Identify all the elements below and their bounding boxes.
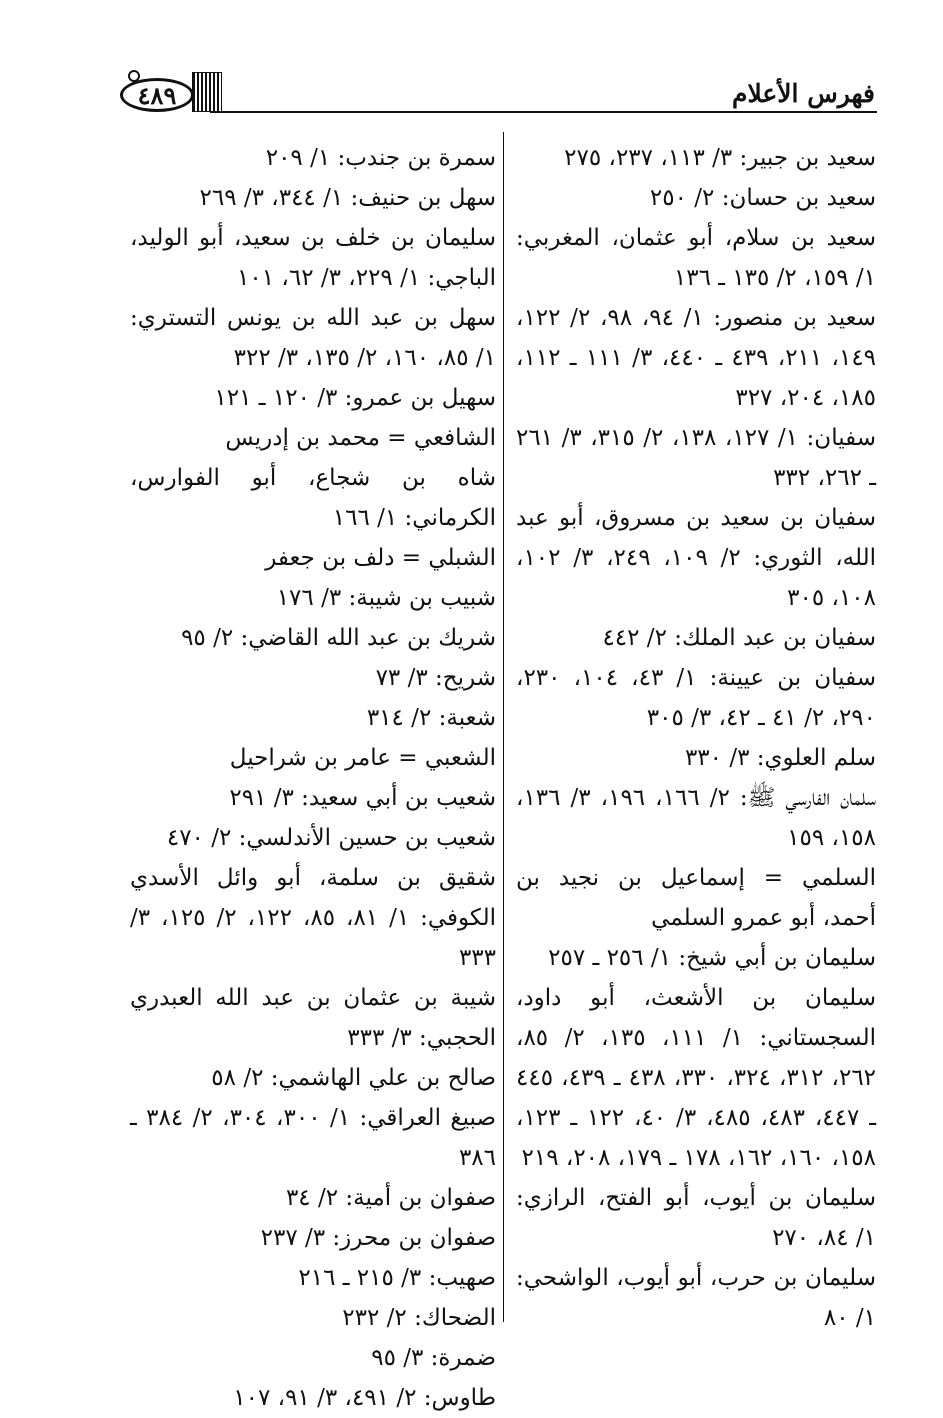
index-entry: سعيد بن سلام، أبو عثمان، المغربي: ١/ ١٥٩، ٢/ ١٣٥ ـ ١٣٦ bbox=[516, 225, 876, 291]
index-entry: الشافعي = محمد بن إدريس bbox=[225, 425, 496, 451]
index-entry: سهيل بن عمرو: ٣/ ١٢٠ ـ ١٢١ bbox=[214, 385, 496, 411]
column-divider bbox=[503, 132, 504, 1322]
index-entry: شيبة بن عثمان بن عبد الله العبدري الحجبي: ٣/ ٣٣٣ bbox=[130, 985, 496, 1051]
index-entry: سعيد بن منصور: ١/ ٩٤، ٩٨، ٢/ ١٢٢، ١٤٩، ٢١١، ٤٣٩ ـ ٤٤٠، ٣/ ١١١ ـ ١١٢، ١٨٥، ٢٠٤، ٣٢٧ bbox=[516, 305, 877, 411]
index-entry: شبيب بن شيبة: ٣/ ١٧٦ bbox=[276, 585, 496, 611]
index-entry: شعيب بن أبي سعيد: ٣/ ٢٩١ bbox=[229, 785, 496, 811]
index-entry: سمرة بن جندب: ١/ ٢٠٩ bbox=[265, 145, 496, 171]
index-entry: سليمان بن حرب، أبو أيوب، الواشحي: ١/ ٨٠ bbox=[516, 1265, 876, 1331]
badge-hatch-ornament bbox=[192, 72, 222, 112]
index-entry: سفيان بن سعيد بن مسروق، أبو عبد الله، الثوري: ٢/ ١٠٩، ٢٤٩، ٣/ ١٠٢، ١٠٨، ٣٠٥ bbox=[516, 505, 877, 611]
index-entry: صفوان بن محرز: ٣/ ٢٣٧ bbox=[260, 1225, 496, 1251]
index-entry: سليمان بن الأشعث، أبو داود، السجستاني: ١/ ١١١، ١٣٥، ٢/ ٨٥، ٢٦٢، ٣١٢، ٣٢٤، ٣٣٠، ٤٣٨ ـ ٤٣٩، ٤٤٥ ـ ٤٤٧، ٤٨٣، ٤٨٥، ٣/ ٤٠، ١٢٢ ـ ١٢٣، ١٥٨، ١٦٠، ١٦٢، ١٧٨ ـ ١٧٩، ٢٠٨، ٢١٩ bbox=[516, 985, 877, 1171]
index-entry: شاه بن شجاع، أبو الفوارس، الكرماني: ١/ ١٦٦ bbox=[130, 465, 496, 531]
index-entry: سهل بن عبد الله بن يونس التستري: ١/ ٨٥، ١٦٠، ٢/ ١٣٥، ٣/ ٣٢٢ bbox=[130, 305, 496, 371]
index-entry: سليمان بن أبي شيخ: ١/ ٢٥٦ ـ ٢٥٧ bbox=[548, 945, 876, 971]
index-entry: السلمي = إسماعيل بن نجيد بن أحمد، أبو عمرو السلمي bbox=[516, 865, 876, 931]
index-entry: الشبلي = دلف بن جعفر bbox=[265, 545, 496, 571]
index-entry: شريك بن عبد الله القاضي: ٢/ ٩٥ bbox=[181, 625, 496, 651]
index-entry: سلمان الفارسي ﷺ: ٢/ ١٦٦، ١٩٦، ٣/ ١٣٦، ١٥٨، ١٥٩ bbox=[516, 785, 877, 851]
index-entry: سليمان بن خلف بن سعيد، أبو الوليد، الباجي: ١/ ٢٢٩، ٣/ ٦٢، ١٠١ bbox=[130, 225, 496, 291]
index-entry: صبيغ العراقي: ١/ ٣٠٠، ٣٠٤، ٢/ ٣٨٤ ـ ٣٨٦ bbox=[130, 1105, 497, 1171]
index-entry: ضمرة: ٣/ ٩٥ bbox=[371, 1345, 496, 1371]
index-entry: شعيب بن حسين الأندلسي: ٢/ ٤٧٠ bbox=[166, 825, 496, 851]
index-entry: شقيق بن سلمة، أبو وائل الأسدي الكوفي: ١/ ٨١، ٨٥، ١٢٢، ٢/ ١٢٥، ٣/ ٣٣٣ bbox=[130, 865, 497, 971]
index-entry: سعيد بن حسان: ٢/ ٢٥٠ bbox=[649, 185, 876, 211]
index-entry: سهل بن حنيف: ١/ ٣٤٤، ٣/ ٢٦٩ bbox=[199, 185, 496, 211]
index-column-left bbox=[130, 138, 496, 1418]
section-title: فهرس الأعلام bbox=[731, 79, 875, 108]
index-entry: صفوان بن أمية: ٢/ ٣٤ bbox=[285, 1185, 496, 1211]
index-entry: سفيان بن عيينة: ١/ ٤٣، ١٠٤، ٢٣٠، ٢٩٠، ٢/ ٤١ ـ ٤٢، ٣/ ٣٠٥ bbox=[516, 665, 877, 731]
index-entry: سفيان بن عبد الملك: ٢/ ٤٤٢ bbox=[602, 625, 876, 651]
index-column-right bbox=[516, 138, 876, 1338]
index-entry: الشعبي = عامر بن شراحيل bbox=[229, 745, 496, 771]
index-entry: سعيد بن جبير: ٣/ ١١٣، ٢٣٧، ٢٧٥ bbox=[564, 145, 876, 171]
index-entry: شريح: ٣/ ٧٣ bbox=[375, 665, 496, 691]
header-rule bbox=[210, 111, 877, 113]
index-entry: صهيب: ٣/ ٢١٥ ـ ٢١٦ bbox=[298, 1265, 496, 1291]
page-number-badge bbox=[118, 70, 218, 114]
index-entry: سفيان: ١/ ١٢٧، ١٣٨، ٢/ ٣١٥، ٣/ ٢٦١ ـ ٢٦٢، ٣٣٢ bbox=[516, 425, 877, 491]
page-number: ٤٨٩ bbox=[120, 78, 194, 112]
index-entry: سلم العلوي: ٣/ ٣٣٠ bbox=[684, 745, 876, 771]
index-entry: الضحاك: ٢/ ٢٣٢ bbox=[342, 1305, 496, 1331]
index-entry: صالح بن علي الهاشمي: ٢/ ٥٨ bbox=[211, 1065, 496, 1091]
index-entry: شعبة: ٢/ ٣١٤ bbox=[366, 705, 496, 731]
index-entry: سليمان بن أيوب، أبو الفتح، الرازي: ١/ ٨٤، ٢٧٠ bbox=[516, 1185, 876, 1251]
badge-ring-ornament bbox=[128, 70, 140, 82]
index-entry: طاوس: ٢/ ٤٩١، ٣/ ٩١، ١٠٧ bbox=[233, 1385, 496, 1411]
